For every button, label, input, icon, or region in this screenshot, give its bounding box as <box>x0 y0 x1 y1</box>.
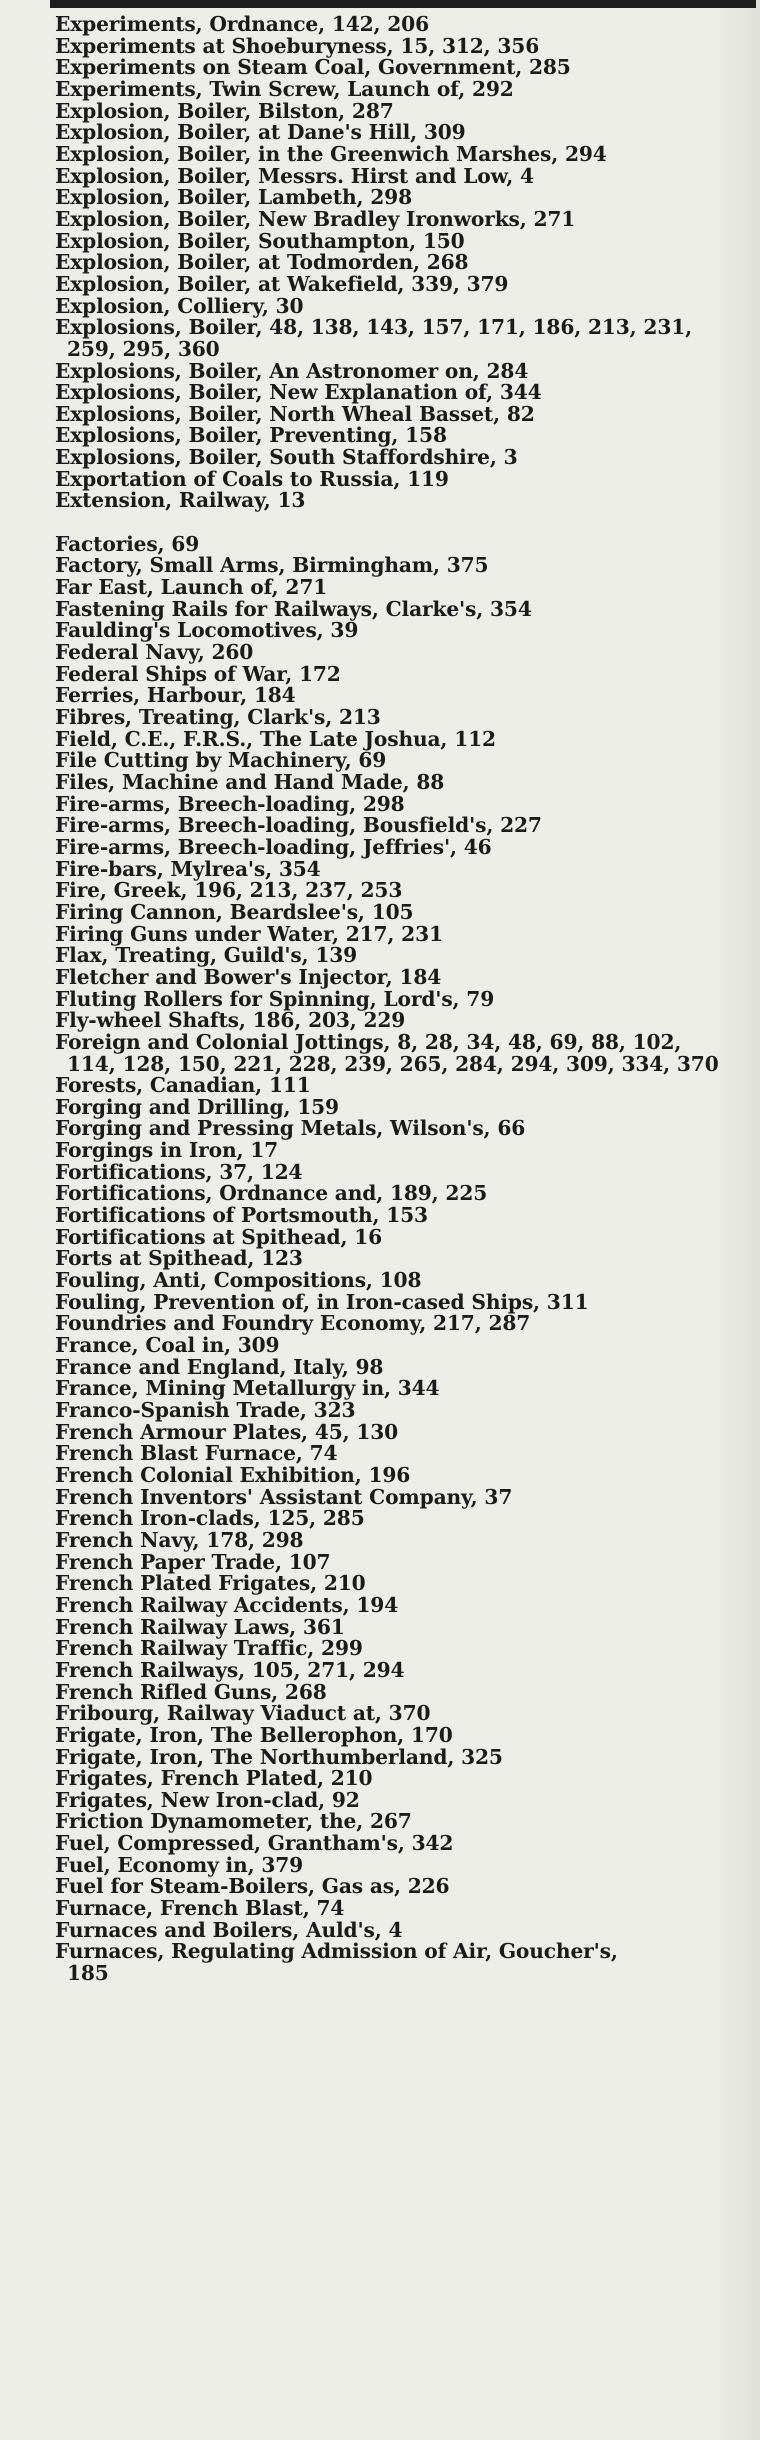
index-entry: Fluting Rollers for Spinning, Lord's, 79 <box>55 986 495 1011</box>
index-entry: Foundries and Foundry Economy, 217, 287 <box>55 1311 531 1336</box>
index-entry: French Rifled Guns, 268 <box>55 1679 327 1704</box>
index-entry: Exportation of Coals to Russia, 119 <box>55 466 449 491</box>
index-entry: Fuel, Compressed, Grantham's, 342 <box>55 1831 454 1856</box>
index-entry: Fire, Greek, 196, 213, 237, 253 <box>55 878 403 903</box>
index-entry: Explosion, Colliery, 30 <box>55 293 304 318</box>
index-entry: Federal Navy, 260 <box>55 640 254 665</box>
index-entry: Explosions, Boiler, North Wheal Basset, 82 <box>55 401 535 426</box>
index-entry: Explosions, Boiler, South Staffordshire, 3 <box>55 445 518 470</box>
index-entry: French Railway Accidents, 194 <box>55 1592 399 1617</box>
index-entry: Explosion, Boiler, New Bradley Ironworks, 271 <box>55 206 576 231</box>
index-entry: French Armour Plates, 45, 130 <box>55 1419 399 1444</box>
index-entry: Extension, Railway, 13 <box>55 488 306 513</box>
index-entry: Field, C.E., F.R.S., The Late Joshua, 112 <box>55 726 496 751</box>
index-entry: Explosion, Boiler, at Todmorden, 268 <box>55 250 469 275</box>
index-entry: Fortifications of Portsmouth, 153 <box>55 1203 428 1228</box>
index-entry: Fortifications, 37, 124 <box>55 1159 303 1184</box>
index-entry: Firing Guns under Water, 217, 231 <box>55 921 443 946</box>
index-entry: Furnaces, Regulating Admission of Air, Goucher's, <box>55 1939 618 1964</box>
index-entry: French Railways, 105, 271, 294 <box>55 1657 405 1682</box>
index-entry-continuation: 185 <box>67 1961 109 1986</box>
index-entry: Factory, Small Arms, Birmingham, 375 <box>55 553 489 578</box>
index-entry: Fribourg, Railway Viaduct at, 370 <box>55 1701 431 1726</box>
section-gap <box>55 512 755 534</box>
index-entry: French Inventors' Assistant Company, 37 <box>55 1484 513 1509</box>
index-entry: Explosion, Boiler, Bilston, 287 <box>55 98 394 123</box>
index-entry: Faulding's Locomotives, 39 <box>55 618 359 643</box>
index-entry: French Railway Traffic, 299 <box>55 1636 363 1661</box>
index-entry: France, Coal in, 309 <box>55 1333 280 1358</box>
index-entry: Frigates, French Plated, 210 <box>55 1766 373 1791</box>
index-entry: Fuel for Steam-Boilers, Gas as, 226 <box>55 1874 450 1899</box>
index-entry: Fortifications at Spithead, 16 <box>55 1224 383 1249</box>
index-entry: Fly-wheel Shafts, 186, 203, 229 <box>55 1008 406 1033</box>
index-entry: Fire-bars, Mylrea's, 354 <box>55 856 321 881</box>
index-entry: File Cutting by Machinery, 69 <box>55 748 387 773</box>
index-entry: Friction Dynamometer, the, 267 <box>55 1809 412 1834</box>
index-entry: Forests, Canadian, 111 <box>55 1073 311 1098</box>
index-entry: Explosion, Boiler, Lambeth, 298 <box>55 185 412 210</box>
index-entry: Fire-arms, Breech-loading, Bousfield's, 227 <box>55 813 542 838</box>
index-entry: Explosion, Boiler, in the Greenwich Marshes, 294 <box>55 141 607 166</box>
index-entry: Fire-arms, Breech-loading, 298 <box>55 791 405 816</box>
index-entry: Fastening Rails for Railways, Clarke's, 354 <box>55 596 532 621</box>
index-entry: Factories, 69 <box>55 531 200 556</box>
index-entry: French Colonial Exhibition, 196 <box>55 1462 411 1487</box>
index-list <box>55 14 755 1985</box>
index-entry: Fortifications, Ordnance and, 189, 225 <box>55 1181 488 1206</box>
index-entry: Explosions, Boiler, Preventing, 158 <box>55 423 447 448</box>
index-entry: Forgings in Iron, 17 <box>55 1138 279 1163</box>
index-entry: French Paper Trade, 107 <box>55 1549 331 1574</box>
index-entry: Fibres, Treating, Clark's, 213 <box>55 705 381 729</box>
index-entry-continuation: 114, 128, 150, 221, 228, 239, 265, 284, 294, 309, 334, 370 <box>67 1051 719 1076</box>
index-entry: Fletcher and Bower's Injector, 184 <box>55 964 442 989</box>
index-entry: Forging and Drilling, 159 <box>55 1094 339 1119</box>
index-entry: Frigates, New Iron-clad, 92 <box>55 1787 360 1812</box>
index-entry: Fire-arms, Breech-loading, Jeffries', 46 <box>55 834 492 859</box>
index-entry: Frigate, Iron, The Bellerophon, 170 <box>55 1722 453 1747</box>
index-entry: Explosion, Boiler, Southampton, 150 <box>55 228 465 253</box>
index-entry: Firing Cannon, Beardslee's, 105 <box>55 899 414 924</box>
index-entry: Experiments on Steam Coal, Government, 285 <box>55 55 571 80</box>
index-entry: French Railway Laws, 361 <box>55 1614 345 1639</box>
index-entry: Forging and Pressing Metals, Wilson's, 66 <box>55 1116 526 1141</box>
index-entry: Fuel, Economy in, 379 <box>55 1852 304 1877</box>
index-entry: Flax, Treating, Guild's, 139 <box>55 943 358 968</box>
index-entry: Fouling, Anti, Compositions, 108 <box>55 1268 422 1293</box>
index-entry: Furnaces and Boilers, Auld's, 4 <box>55 1917 403 1942</box>
index-entry: Experiments, Twin Screw, Launch of, 292 <box>55 76 514 101</box>
index-entry: French Navy, 178, 298 <box>55 1527 304 1552</box>
index-entry: Experiments at Shoeburyness, 15, 312, 356 <box>55 33 540 58</box>
index-entry: Forts at Spithead, 123 <box>55 1246 303 1271</box>
index-entry: Franco-Spanish Trade, 323 <box>55 1398 356 1422</box>
index-entry: French Plated Frigates, 210 <box>55 1571 366 1596</box>
top-rule <box>50 0 756 8</box>
index-entry: France and England, Italy, 98 <box>55 1354 384 1379</box>
index-entry: Explosions, Boiler, 48, 138, 143, 157, 171, 186, 213, 231, <box>55 315 692 340</box>
index-entry: France, Mining Metallurgy in, 344 <box>55 1376 440 1401</box>
index-entry: Frigate, Iron, The Northumberland, 325 <box>55 1744 503 1769</box>
index-entry: Ferries, Harbour, 184 <box>55 683 296 708</box>
index-entry: Foreign and Colonial Jottings, 8, 28, 34, 48, 69, 88, 102, <box>55 1029 682 1054</box>
index-entry: Explosion, Boiler, Messrs. Hirst and Low, 4 <box>55 163 534 188</box>
index-entry: Fouling, Prevention of, in Iron-cased Ships, 311 <box>55 1289 589 1314</box>
index-entry: Far East, Launch of, 271 <box>55 575 328 600</box>
index-entry: Files, Machine and Hand Made, 88 <box>55 769 445 794</box>
index-entry: Explosion, Boiler, at Dane's Hill, 309 <box>55 120 466 145</box>
index-entry-continuation: 259, 295, 360 <box>67 336 220 361</box>
index-entry: Explosions, Boiler, An Astronomer on, 284 <box>55 358 529 383</box>
index-entry: Experiments, Ordnance, 142, 206 <box>55 12 429 36</box>
index-entry: Furnace, French Blast, 74 <box>55 1896 345 1921</box>
index-entry: Federal Ships of War, 172 <box>55 661 341 686</box>
index-entry: Explosions, Boiler, New Explanation of, 344 <box>55 380 542 405</box>
index-entry: French Iron-clads, 125, 285 <box>55 1506 365 1531</box>
index-entry: Explosion, Boiler, at Wakefield, 339, 379 <box>55 271 509 296</box>
index-entry: French Blast Furnace, 74 <box>55 1441 338 1466</box>
